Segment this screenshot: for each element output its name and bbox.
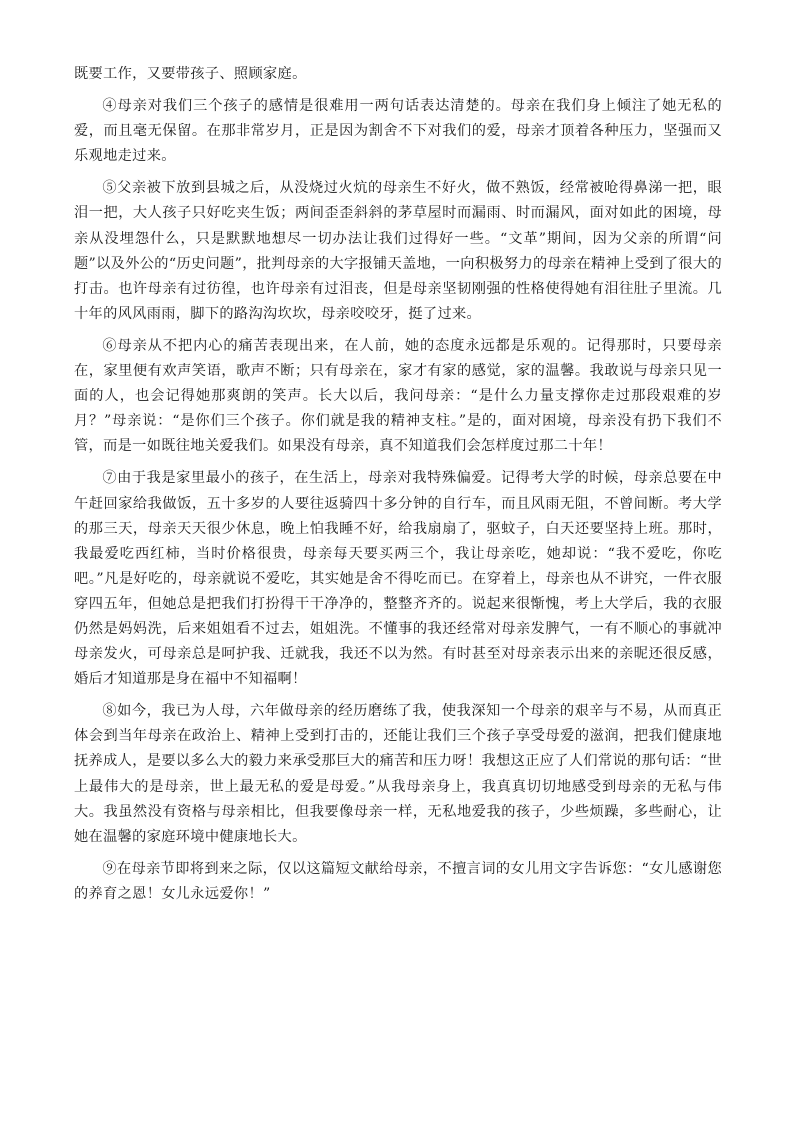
paragraph-7: ⑦由于我是家里最小的孩子，在生活上，母亲对我特殊偏爱。记得考大学的时候，母亲总要在中午赶回家给我做饭，五十多岁的人要往返骑四十多分钟的自行车，而且风雨无阻，不曾间断。考大学的那三天，母亲天天很少休息，晚上怕我睡不好，给我扇扇了，驱蚊子，白天还要坚持上班。那时，我最爱吃西红柿，当时价格很贵，母亲每天要买两三个，我让母亲吃，她却说：“我不爱吃，你吃吧。”凡是好吃的，母亲就说不爱吃，其实她是舍不得吃而已。在穿着上，母亲也从不讲究，一件衣服穿四五年，但她总是把我们打扮得干干净净的，整整齐齐的。说起来很惭愧，考上大学后，我的衣服仍然是妈妈洗，后来姐姐看不过去，姐姐洗。不懂事的我还经常对母亲发脾气，一有不顺心的事就冲母亲发火，可母亲总是呵护我、迁就我，我还不以为然。有时甚至对母亲表示出来的亲昵还很反感，婚后才知道那是身在福中不知福啊！ — [74, 470, 722, 688]
document-body — [74, 62, 722, 914]
paragraph-8: ⑧如今，我已为人母，六年做母亲的经历磨练了我，使我深知一个母亲的艰辛与不易，从而真正体会到当年母亲在政治上、精神上受到打击的，还能让我们三个孩子享受母爱的滋润，把我们健康地抚养成人，是要以多么大的毅力来承受那巨大的痛苦和压力呀！我想这正应了人们常说的那句话：“世上最伟大的是母亲，世上最无私的爱是母爱。”从我母亲身上，我真真切切地感受到母亲的无私与伟大。我虽然没有资格与母亲相比，但我要像母亲一样，无私地爱我的孩子，少些烦躁，多些耐心，让她在温馨的家庭环境中健康地长大。 — [74, 703, 722, 845]
paragraph-4: ④母亲对我们三个孩子的感情是很难用一两句话表达清楚的。母亲在我们身上倾注了她无私的爱，而且毫无保留。在那非常岁月，正是因为割舍不下对我们的爱，母亲才顶着各种压力，坚强而又乐观地走过来。 — [74, 98, 722, 165]
paragraph-9: ⑨在母亲节即将到来之际，仅以这篇短文献给母亲，不擅言词的女儿用文字告诉您：“女儿感谢您的养育之恩！女儿永远爱你！” — [74, 860, 722, 902]
paragraph-6: ⑥母亲从不把内心的痛苦表现出来，在人前，她的态度永远都是乐观的。记得那时，只要母亲在，家里便有欢声笑语，歌声不断；只有母亲在，家才有家的感觉，家的温馨。我敢说与母亲只见一面的人，也会记得她那爽朗的笑声。长大以后，我问母亲：“是什么力量支撑你走过那段艰难的岁月？”母亲说：“是你们三个孩子。你们就是我的精神支柱。”是的，面对困境，母亲没有扔下我们不管，而是一如既往地关爱我们。如果没有母亲，真不知道我们会怎样度过那二十年！ — [74, 337, 722, 455]
paragraph-continuation: 既要工作，又要带孩子、照顾家庭。 — [74, 66, 307, 82]
paragraph-5: ⑤父亲被下放到县城之后，从没烧过火炕的母亲生不好火，做不熟饭，经常被呛得鼻涕一把，眼泪一把，大人孩子只好吃夹生饭；两间歪歪斜斜的茅草屋时而漏雨、时而漏风，面对如此的困境，母亲从没埋怨什么，只是默默地想尽一切办法让我们过得好一些。“文革”期间，因为父亲的所谓“问题”以及外公的“历史问题”，批判母亲的大字报铺天盖地，一向积极努力的母亲在精神上受到了很大的打击。也许母亲有过彷徨，也许母亲有过泪丧，但是母亲坚韧刚强的性格使得她有泪往肚子里流。几十年的风风雨雨，脚下的路沟沟坎坎，母亲咬咬牙，挺了过来。 — [74, 180, 722, 322]
